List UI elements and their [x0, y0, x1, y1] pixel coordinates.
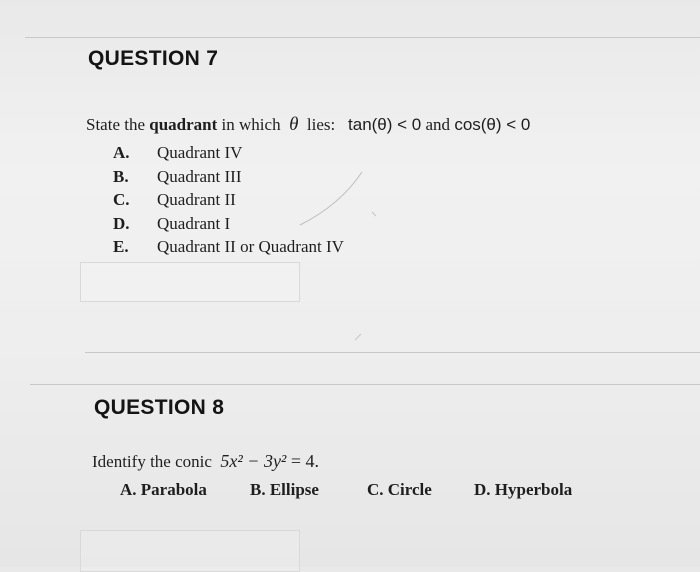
- question8-answer-box[interactable]: [80, 530, 300, 572]
- choice-hyperbola[interactable]: D. Hyperbola: [474, 480, 573, 499]
- choice-e[interactable]: E. Quadrant II or Quadrant IV: [113, 237, 344, 256]
- choice-c[interactable]: C. Quadrant II: [113, 190, 236, 209]
- question8-title: QUESTION 8: [94, 396, 225, 419]
- choice-b[interactable]: B. Quadrant III: [113, 166, 242, 186]
- choice-a[interactable]: A. Quadrant IV: [113, 143, 243, 162]
- choice-parabola[interactable]: A. Parabola: [120, 480, 207, 499]
- question7-bottom-divider: [85, 352, 700, 353]
- question8-top-divider: [30, 384, 700, 385]
- choice-ellipse[interactable]: B. Ellipse: [250, 480, 319, 499]
- choice-d[interactable]: D. Quadrant I: [113, 213, 231, 233]
- question7-prompt: State the quadrant in which θ lies: tan(θ) < 0 and cos(θ) < 0: [86, 114, 531, 135]
- top-divider: [25, 37, 700, 38]
- choice-circle[interactable]: C. Circle: [367, 480, 432, 499]
- question7-choices: [113, 141, 344, 259]
- condition-cos: cos(θ) < 0: [454, 115, 531, 134]
- conic-equation: 5x² − 3y² = 4.: [220, 451, 319, 471]
- question8-prompt: Identify the conic 5x² − 3y² = 4.: [92, 451, 319, 471]
- condition-tan: tan(θ) < 0: [348, 115, 422, 134]
- question7-answer-box[interactable]: [80, 262, 300, 302]
- question7-title: QUESTION 7: [88, 47, 219, 70]
